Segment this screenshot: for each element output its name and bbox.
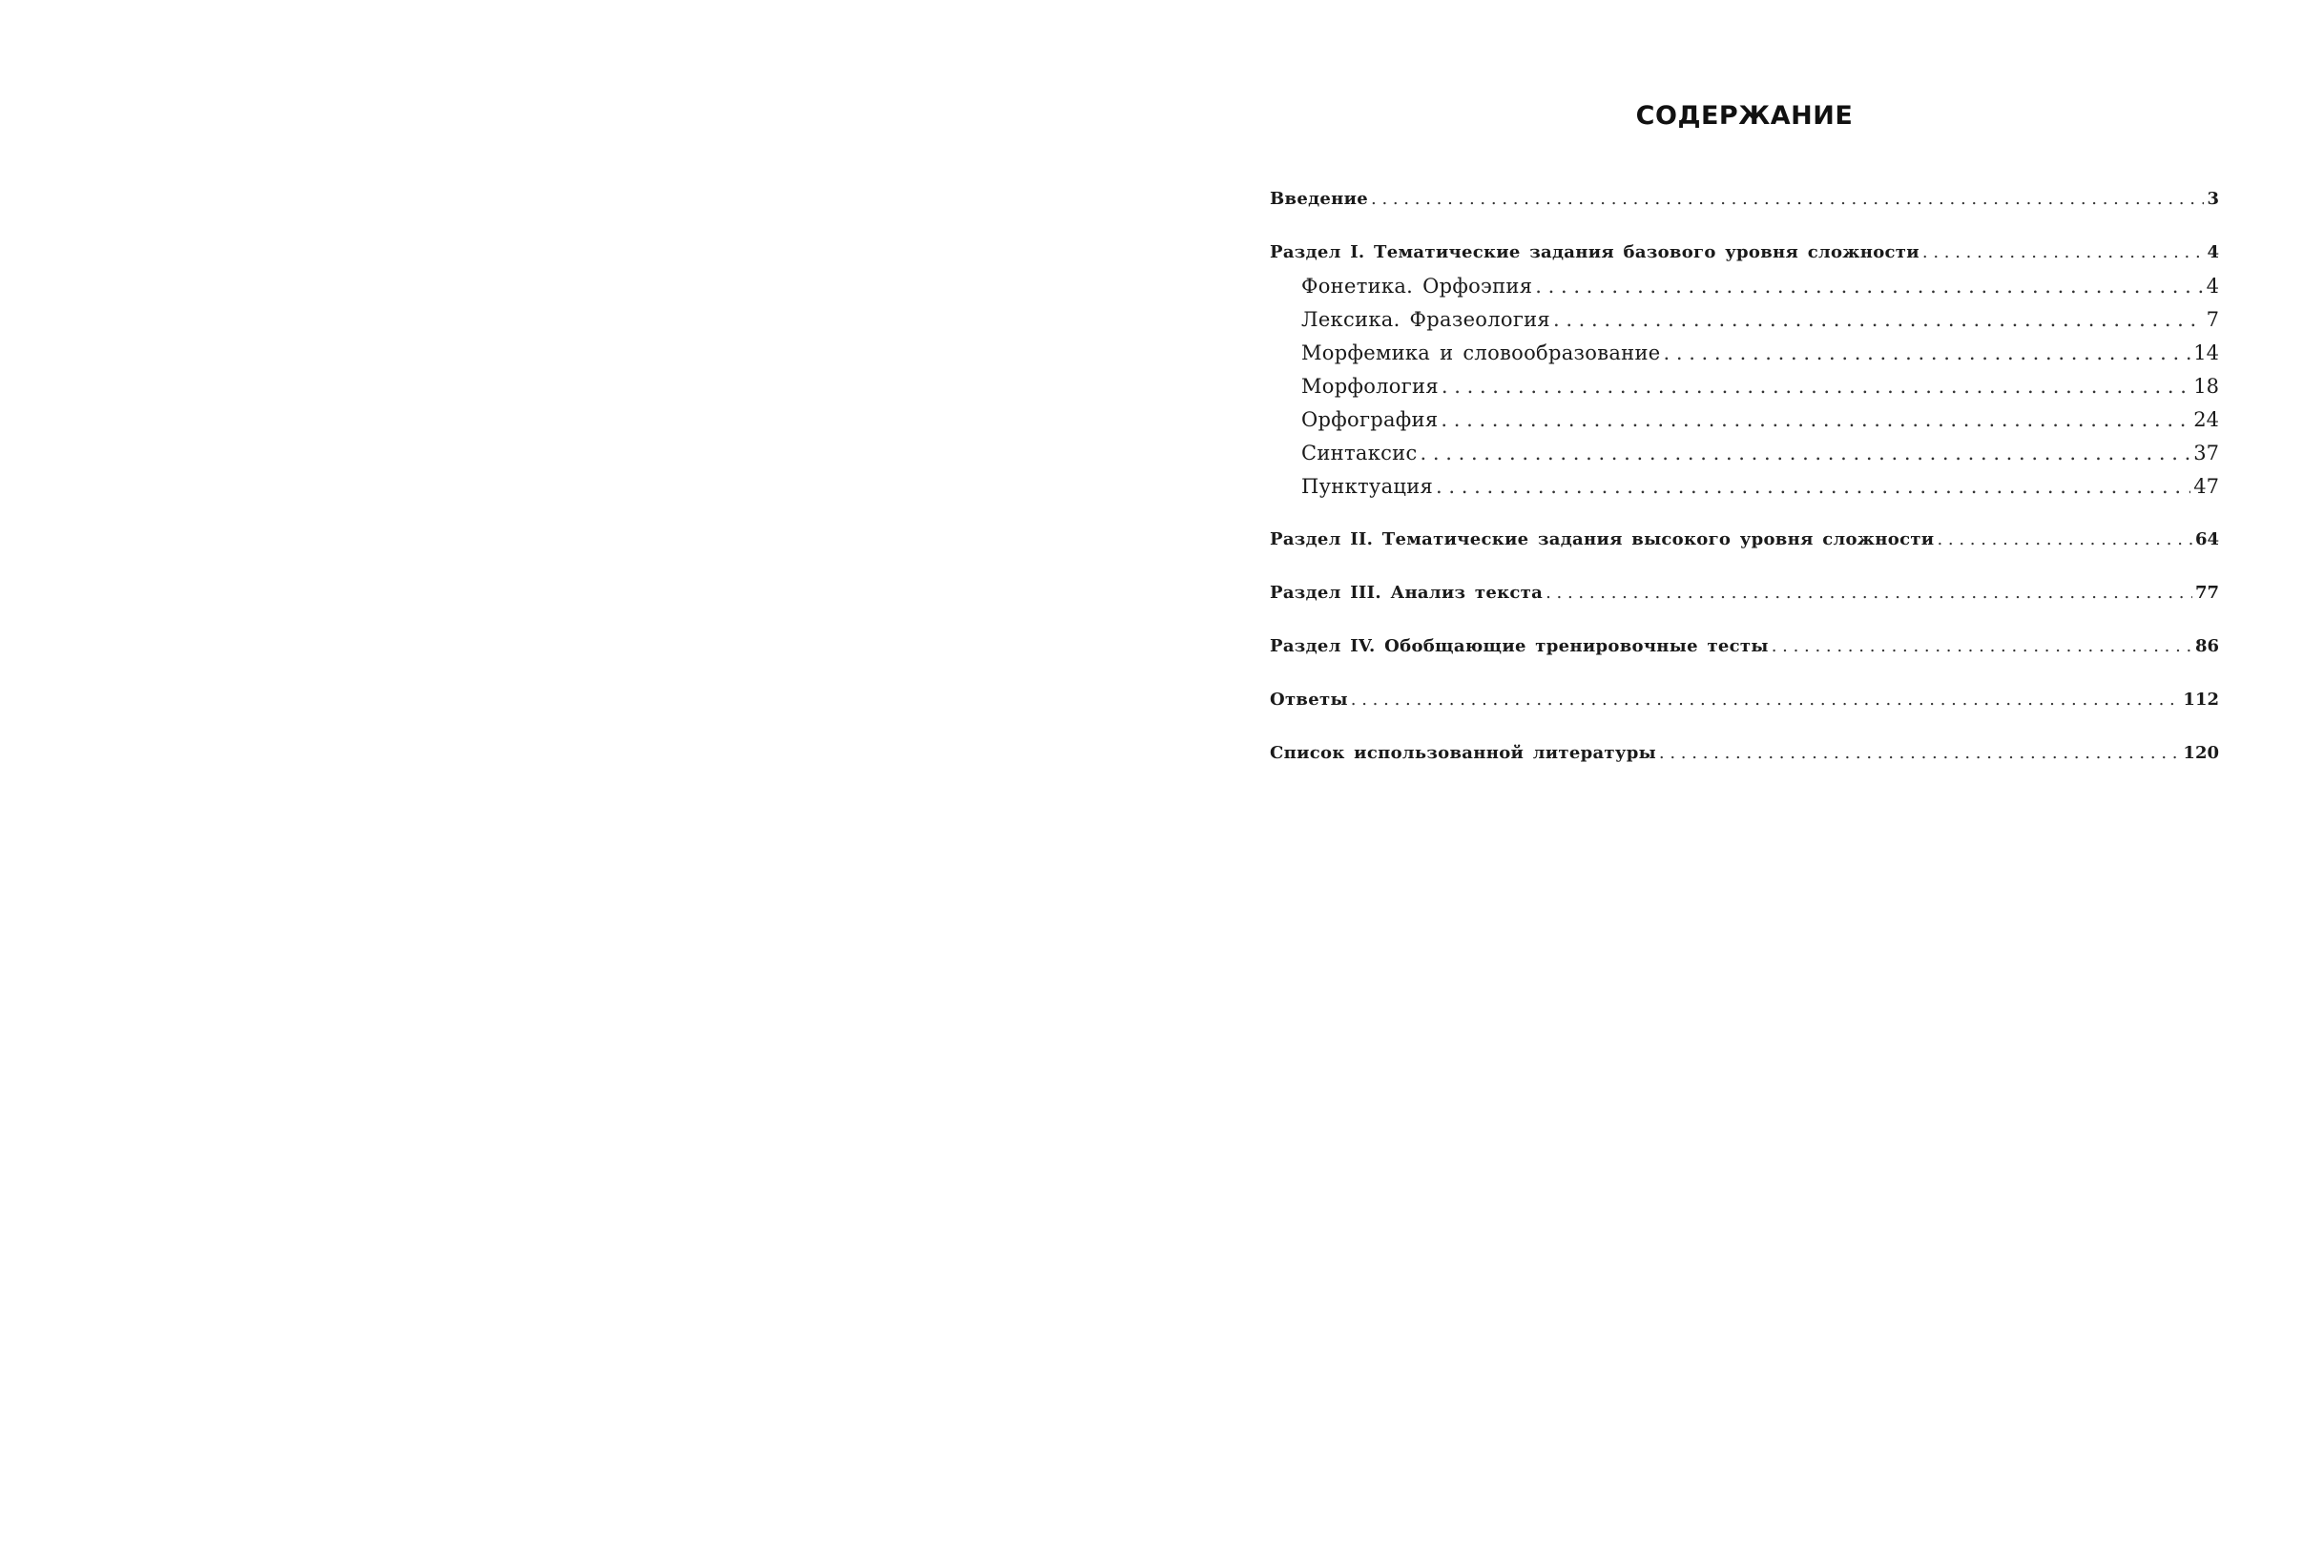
- toc-leader-dots: [1371, 187, 2204, 212]
- toc-entry-page: 24: [2193, 408, 2219, 431]
- toc-entry-label: Раздел IV. Обобщающие тренировочные тесты: [1270, 636, 1769, 656]
- toc-entry-section-1: [1270, 240, 2219, 265]
- toc-entry-section-2: [1270, 527, 2219, 552]
- toc-entry-references: [1270, 741, 2219, 766]
- toc-leader-dots: [1659, 741, 2181, 766]
- toc-entry-orthography: [1270, 407, 2219, 432]
- toc-leader-dots: [1436, 474, 2190, 499]
- toc-entry-page: 37: [2193, 442, 2219, 464]
- toc-entry-label: Синтаксис: [1301, 442, 1418, 464]
- toc-entry-label: Раздел I. Тематические задания базового уровня сложности: [1270, 242, 1919, 262]
- toc-entry-answers: [1270, 688, 2219, 712]
- toc-entry-label: Морфология: [1301, 375, 1439, 398]
- toc-entry-section-3: [1270, 581, 2219, 606]
- table-of-contents: [1270, 0, 2219, 1568]
- toc-leader-dots: [1441, 407, 2190, 432]
- toc-entry-label: Введение: [1270, 189, 1368, 209]
- toc-entry-label: Пунктуация: [1301, 475, 1434, 498]
- toc-title: СОДЕРЖАНИЕ: [1635, 101, 1854, 131]
- toc-entry-lexicon: [1270, 307, 2219, 332]
- toc-entry-punctuation: [1270, 474, 2219, 499]
- toc-entry-label: Список использованной литературы: [1270, 743, 1656, 763]
- toc-entry-label: Фонетика. Орфоэпия: [1301, 275, 1533, 298]
- toc-entry-page: 112: [2183, 690, 2219, 710]
- toc-entry-page: 7: [2206, 308, 2219, 331]
- toc-entry-page: 3: [2207, 189, 2219, 209]
- toc-entry-page: 47: [2193, 475, 2219, 498]
- toc-entry-page: 4: [2206, 275, 2219, 298]
- toc-leader-dots: [1772, 634, 2192, 659]
- toc-entry-syntax: [1270, 441, 2219, 465]
- toc-entry-label: Лексика. Фразеология: [1301, 308, 1550, 331]
- toc-entry-page: 14: [2193, 341, 2219, 364]
- toc-leader-dots: [1922, 240, 2205, 265]
- toc-entry-phonetics: [1270, 274, 2219, 299]
- toc-entry-section-4: [1270, 634, 2219, 659]
- toc-leader-dots: [1535, 274, 2203, 299]
- toc-entry-label: Орфография: [1301, 408, 1439, 431]
- toc-entry-label: Ответы: [1270, 690, 1348, 710]
- toc-entry-page: 86: [2194, 636, 2219, 656]
- toc-entry-label: Морфемика и словообразование: [1301, 341, 1661, 364]
- toc-entry-label: Раздел III. Анализ текста: [1270, 583, 1544, 603]
- toc-leader-dots: [1421, 441, 2191, 465]
- toc-leader-dots: [1937, 527, 2192, 552]
- toc-leader-dots: [1553, 307, 2204, 332]
- toc-entry-page: 120: [2183, 743, 2219, 763]
- toc-entry-page: 4: [2207, 242, 2219, 262]
- toc-entry-page: 18: [2193, 375, 2219, 398]
- toc-entry-introduction: [1270, 187, 2219, 212]
- toc-leader-dots: [1351, 688, 2181, 712]
- toc-leader-dots: [1442, 374, 2190, 399]
- toc-leader-dots: [1546, 581, 2192, 606]
- toc-entry-label: Раздел II. Тематические задания высокого уровня сложности: [1270, 529, 1935, 549]
- toc-entry-page: 64: [2194, 529, 2219, 549]
- toc-leader-dots: [1664, 340, 2191, 365]
- toc-entry-morphemics: [1270, 340, 2219, 365]
- toc-entry-morphology: [1270, 374, 2219, 399]
- toc-entry-page: 77: [2194, 583, 2219, 603]
